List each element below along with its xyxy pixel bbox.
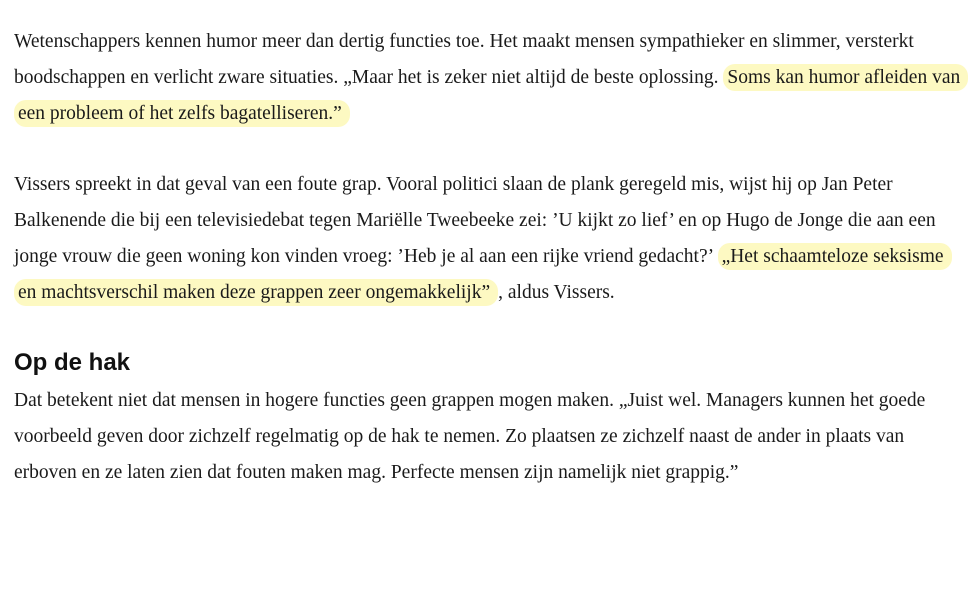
section-heading: Op de hak bbox=[14, 349, 131, 376]
paragraph-1 bbox=[14, 24, 962, 132]
paragraph-1-text: Wetenschappers kennen humor meer dan dertig functies toe. Het maakt mensen sympathieker en slimmer, versterkt boodschappen en verlicht zware situaties. „Maar het is zeker niet altijd de beste oplossing. bbox=[14, 31, 914, 88]
highlighted-quote-1[interactable]: Soms kan humor afleiden van een probleem of het zelfs bagatelliseren.” bbox=[14, 64, 968, 127]
paragraph-2-text: Vissers spreekt in dat geval van een foute grap. Vooral politici slaan de plank geregeld mis, wijst hij op Jan Peter Balkenende die bij een televisiedebat tegen Mariëlle Tweebeeke zei: ’U kijkt zo lief’ en op Hugo de Jonge die aan een jonge vrouw die geen woning kon vinden vroeg: ’Heb je al aan een rijke vriend gedacht?’ bbox=[14, 174, 936, 267]
paragraph-2-attribution: , aldus Vissers. bbox=[498, 282, 615, 303]
paragraph-2 bbox=[14, 167, 962, 311]
article-body bbox=[14, 24, 962, 491]
highlighted-quote-2[interactable]: „Het schaamteloze seksisme en machtsverschil maken deze grappen zeer ongemakkelijk” bbox=[14, 243, 952, 306]
paragraph-3: Dat betekent niet dat mensen in hogere functies geen grappen mogen maken. „Juist wel. Managers kunnen het goede voorbeeld geven door zichzelf regelmatig op de hak te nemen. Zo plaatsen ze zichzelf naast de ander in plaats van erboven en ze laten zien dat fouten maken mag. Perfecte mensen zijn namelijk niet grappig.” bbox=[14, 390, 926, 483]
